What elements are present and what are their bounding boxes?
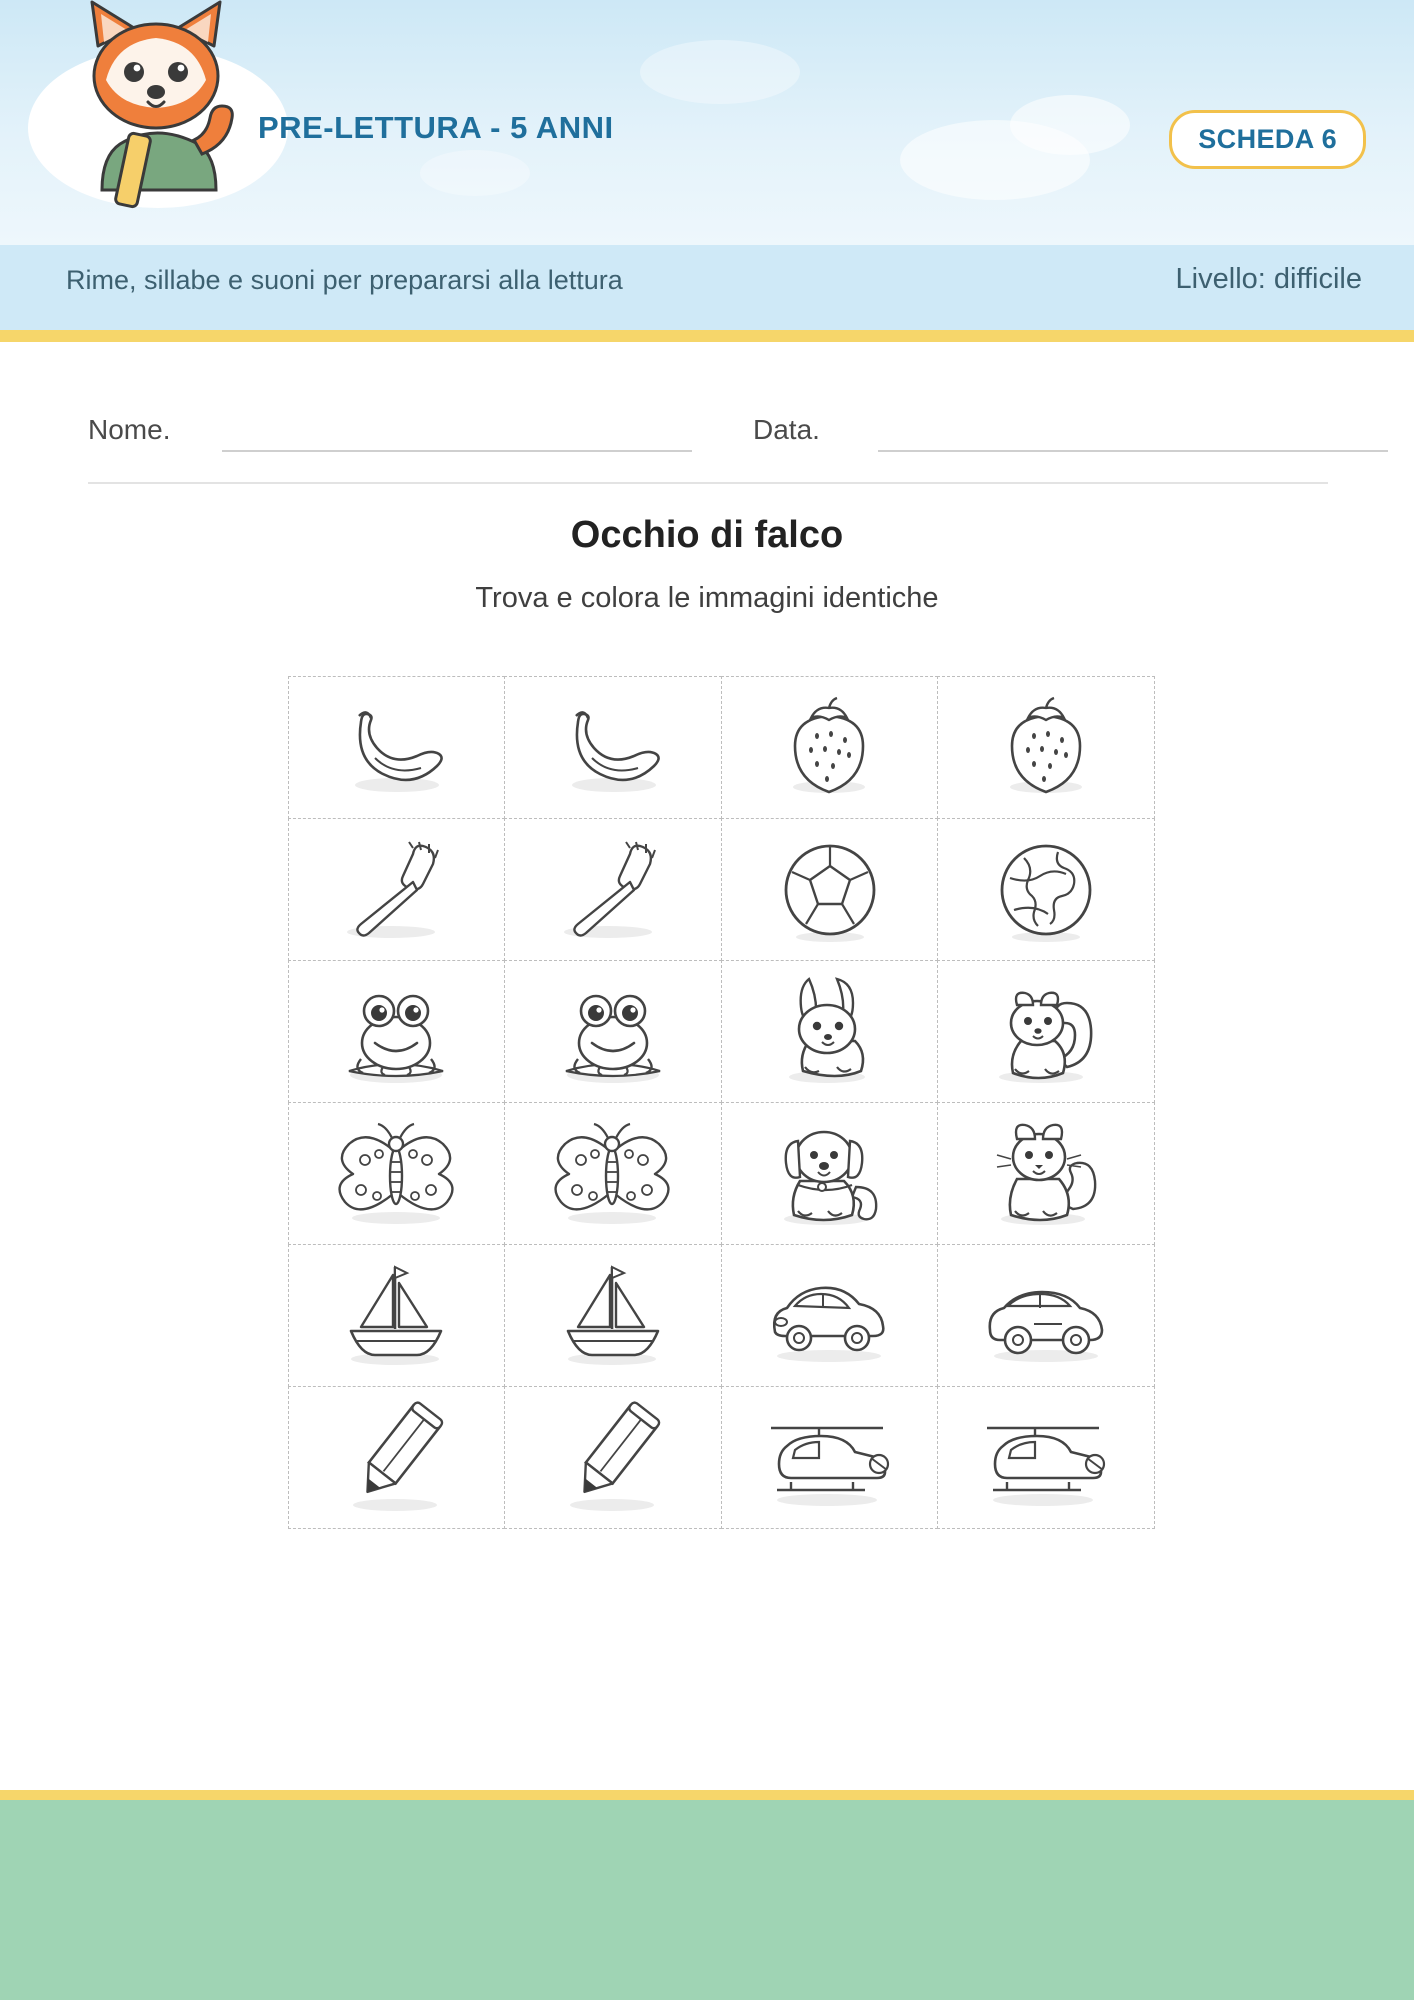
toothbrush-icon xyxy=(548,832,678,947)
cell-toothbrush-1[interactable] xyxy=(288,818,506,961)
frog-icon xyxy=(548,971,678,1091)
sailboat-icon xyxy=(548,1255,678,1375)
cell-cat[interactable] xyxy=(937,1102,1155,1245)
cell-frog-2[interactable] xyxy=(504,960,722,1103)
section-divider xyxy=(88,482,1328,484)
butterfly-icon xyxy=(545,1116,680,1231)
pencil-icon xyxy=(548,1397,678,1517)
butterfly-icon xyxy=(329,1116,464,1231)
cat-icon xyxy=(981,1113,1111,1233)
helicopter-icon xyxy=(757,1402,902,1512)
cell-dog[interactable] xyxy=(721,1102,939,1245)
student-info-row xyxy=(88,410,1328,456)
page-footer xyxy=(0,1800,1414,2000)
image-pairs-grid xyxy=(288,676,1154,1528)
date-input[interactable] xyxy=(878,450,1388,452)
frog-icon xyxy=(331,971,461,1091)
squirrel-icon xyxy=(983,971,1108,1091)
strawberry-icon xyxy=(986,692,1106,802)
car-icon xyxy=(759,1260,899,1370)
cell-banana-1[interactable] xyxy=(288,676,506,819)
banana-icon xyxy=(331,692,461,802)
cell-banana-2[interactable] xyxy=(504,676,722,819)
toothbrush-icon xyxy=(331,832,461,947)
cloud-decoration xyxy=(1010,95,1130,155)
cell-car-1[interactable] xyxy=(721,1244,939,1387)
name-label: Nome. xyxy=(88,414,171,445)
header-top-band xyxy=(0,0,1414,245)
cloud-decoration xyxy=(640,40,800,104)
dog-icon xyxy=(764,1113,894,1233)
banana-icon xyxy=(548,692,678,802)
fox-mascot-icon xyxy=(62,0,262,224)
activity-instruction: Trova e colora le immagini identiche xyxy=(475,582,939,614)
name-input[interactable] xyxy=(222,450,692,452)
cell-frog-1[interactable] xyxy=(288,960,506,1103)
pencil-icon xyxy=(331,1397,461,1517)
cell-sailboat-2[interactable] xyxy=(504,1244,722,1387)
strawberry-icon xyxy=(769,692,889,802)
date-label: Data. xyxy=(753,414,820,445)
soccer-ball-icon xyxy=(772,832,887,947)
activity-title: Occhio di falco xyxy=(570,514,844,556)
cell-butterfly-2[interactable] xyxy=(504,1102,722,1245)
header-divider xyxy=(0,330,1414,342)
sailboat-icon xyxy=(331,1255,461,1375)
cell-pencil-1[interactable] xyxy=(288,1386,506,1529)
cell-strawberry-1[interactable] xyxy=(721,676,939,819)
difficulty-level: Livello: difficile xyxy=(1175,263,1362,295)
cell-soccer-ball[interactable] xyxy=(721,818,939,961)
sheet-badge: SCHEDA 6 xyxy=(1169,110,1366,169)
cell-car-2[interactable] xyxy=(937,1244,1155,1387)
cell-toothbrush-2[interactable] xyxy=(504,818,722,961)
page-header xyxy=(0,0,1414,330)
rabbit-icon xyxy=(769,971,889,1091)
page-title: PRE-LETTURA - 5 ANNI xyxy=(258,110,614,145)
car-alt-icon xyxy=(976,1260,1116,1370)
header-subtitle: Rime, sillabe e suoni per prepararsi alla lettura xyxy=(66,265,623,295)
cloud-decoration xyxy=(420,150,530,196)
cell-helicopter-1[interactable] xyxy=(721,1386,939,1529)
cell-sailboat-1[interactable] xyxy=(288,1244,506,1387)
cell-strawberry-2[interactable] xyxy=(937,676,1155,819)
cell-globe[interactable] xyxy=(937,818,1155,961)
header-subtitle-band xyxy=(0,245,1414,330)
cell-pencil-2[interactable] xyxy=(504,1386,722,1529)
helicopter-icon xyxy=(973,1402,1118,1512)
cell-helicopter-2[interactable] xyxy=(937,1386,1155,1529)
globe-icon xyxy=(988,832,1103,947)
worksheet-body xyxy=(0,342,1414,1800)
cell-butterfly-1[interactable] xyxy=(288,1102,506,1245)
cell-squirrel[interactable] xyxy=(937,960,1155,1103)
cell-rabbit[interactable] xyxy=(721,960,939,1103)
